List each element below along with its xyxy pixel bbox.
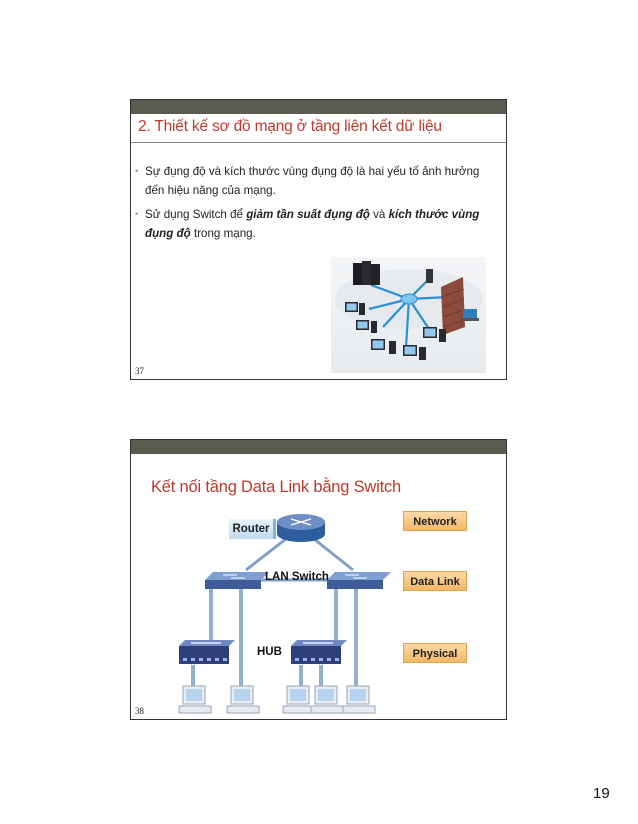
hub-icon: [179, 640, 235, 664]
bullet-text-part: và: [369, 208, 389, 221]
computer-icon: [179, 686, 375, 713]
slide-number: 38: [135, 706, 144, 716]
bullet-text-part: Sử dụng Switch để: [145, 208, 247, 221]
network-topology-image: [331, 257, 486, 373]
page-number: 19: [593, 785, 610, 802]
title-divider: [131, 142, 506, 143]
bullet-dot-icon: •: [135, 166, 139, 176]
hub-icon: [291, 640, 347, 664]
bullet-text-part: trong mạng.: [190, 227, 256, 240]
bullet-item: [135, 162, 491, 200]
emphasis-text: giảm tần suất đụng độ: [246, 208, 370, 221]
lan-switch-icon: [205, 572, 269, 589]
lan-switch-icon: [327, 572, 391, 589]
bullet-text: [135, 205, 491, 243]
router-icon: [277, 514, 325, 542]
slide-header-bar: [131, 100, 506, 114]
emphasis-text: kích thước vùng đụng độ: [145, 208, 480, 240]
layer-data-link: Data Link: [403, 571, 467, 591]
bullet-text: Sự đụng độ và kích thước vùng đụng độ là hai yếu tố ảnh hưởng đến hiệu năng của mạng.: [145, 165, 480, 197]
router-label: Router: [229, 519, 276, 539]
slide-37: [130, 99, 507, 380]
layer-physical: Physical: [403, 643, 467, 663]
bullet-item: [135, 205, 491, 243]
lan-switch-label: LAN Switch: [265, 571, 329, 583]
hub-label: HUB: [257, 646, 282, 658]
slide-title: 2. Thiết kế sơ đồ mạng ở tầng liên kết dữ liệu: [138, 118, 442, 135]
bullet-dot-icon: •: [135, 209, 139, 219]
slide-number: 37: [135, 366, 144, 376]
slide-title: Kết nối tầng Data Link bằng Switch: [151, 478, 402, 496]
slide-38: [130, 439, 507, 720]
layer-network: Network: [403, 511, 467, 531]
